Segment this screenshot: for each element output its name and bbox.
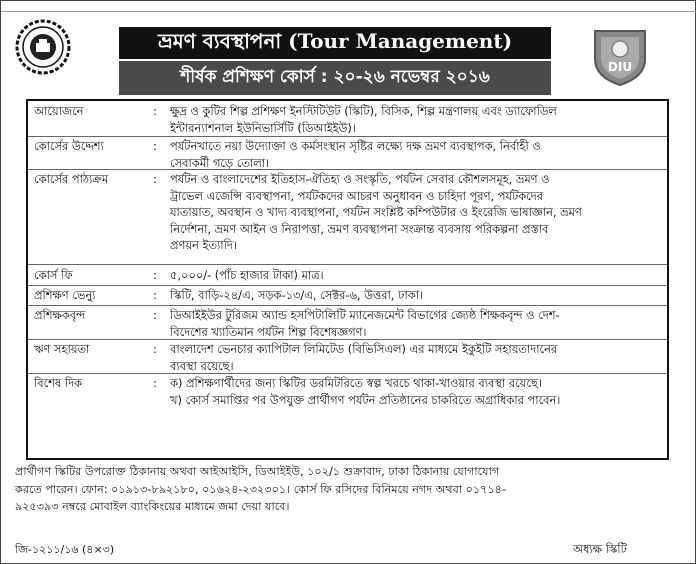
row-divider — [28, 339, 667, 340]
diu-logo-icon — [589, 25, 651, 87]
detail-value-line: ইন্টারন্যাশনাল ইউনিভার্সিটি (ডিআইইউ)। — [170, 120, 356, 135]
course-subtitle: শীর্ষক প্রশিক্ষণ কোর্স : ২০-২৬ নভেম্বর ২০১৬ — [119, 61, 551, 95]
detail-label: প্রশিক্ষণ ভেন্যু — [34, 288, 96, 302]
detail-label: আয়োজনে — [34, 104, 84, 118]
detail-colon: : — [153, 342, 157, 356]
detail-label: ঋণ সহায়তা — [34, 342, 90, 356]
row-divider — [28, 285, 667, 286]
sciti-logo-icon — [15, 19, 71, 75]
detail-value-line: ৫,০০০/- (পাঁচ হাজার টাকা) মাত্র। — [170, 268, 324, 282]
row-divider — [28, 136, 667, 137]
row-divider — [28, 264, 667, 265]
row-divider — [28, 169, 667, 170]
detail-value-line: ক) প্রশিক্ষণার্থীদের জন্য স্কিটির ডরমিটরিতে স্বল্প খরচে থাকা-খাওয়ার ব্যবস্থা রয়েছে। — [170, 376, 542, 390]
detail-value-line: ডিআইইউর টুরিজম অ্যান্ড হসপিটালিটি ম্যানেজমেন্ট বিভাগের জ্যেষ্ঠ শিক্ষকবৃন্দ ও দেশ- — [170, 308, 560, 322]
detail-value-line: ট্রাভেল এজেন্সি ব্যবস্থাপনা, পর্যটকদের আচরণ অনুধাবন ও চাহিদা পূরণ, পর্যটকদের — [170, 188, 543, 203]
detail-value-line: খ) কোর্স সমাপ্তির পর উপযুক্ত প্রার্থীগণ পর্যটন প্রতিষ্ঠানের চাকরিতে অগ্রাধিকার পাবেন। — [170, 392, 561, 407]
detail-value — [170, 287, 660, 304]
detail-colon: : — [153, 288, 157, 302]
detail-colon: : — [153, 376, 157, 390]
detail-label: বিশেষ দিক — [34, 376, 83, 390]
detail-value — [170, 171, 660, 254]
course-details-table — [26, 99, 669, 460]
detail-colon: : — [153, 104, 157, 118]
detail-colon: : — [153, 308, 157, 322]
detail-value-line: ক্ষুদ্র ও কুটির শিল্প প্রশিক্ষণ ইনস্টিটিউট (স্কিটি), বিসিক, শিল্প মন্ত্রণালয় এবং ড্যাফোডিল — [170, 104, 557, 118]
contact-info — [15, 463, 683, 516]
signature: অধ্যক্ষ স্কিটি — [573, 542, 627, 556]
row-divider — [28, 373, 667, 374]
detail-colon: : — [153, 139, 157, 153]
detail-value-line: যাতায়াত, অবস্থান ও খাদ্য ব্যবস্থাপনা, পর্যটন সংশ্লিষ্ট কম্পিউটার ও ইংরেজি ভাষাজ্ঞান, ভ্রমণ — [170, 205, 582, 219]
detail-value — [170, 307, 660, 340]
detail-colon: : — [153, 268, 157, 282]
detail-value-line: স্কিটি, বাড়ি-২৪/এ, সড়ক-১৩/এ, সেক্টর-৬, উত্তরা, ঢাকা। — [170, 288, 424, 302]
detail-value — [170, 341, 660, 374]
detail-label: কোর্সের পাঠ্যক্রম — [34, 172, 109, 186]
detail-value — [170, 138, 660, 171]
detail-value-line: বাংলাদেশ ভেনচার ক্যাপিটাল লিমিটেড (বিভিসিএল) এর মাধ্যমে ইকুইটি সহায়তাদানের — [170, 342, 558, 356]
reference-number: জি-১২১১/১৬ (৪×৩) — [15, 543, 115, 556]
course-title: ভ্রমণ ব্যবস্থাপনা (Tour Management) — [119, 27, 551, 59]
detail-label: প্রশিক্ষকবৃন্দ — [34, 308, 86, 322]
detail-value-line: পর্যটনখাতে নয়া উদ্যোক্তা ও কর্মসংস্থান সৃষ্টির লক্ষ্যে দক্ষ ভ্রমণ ব্যবস্থাপক, নির্বাহী ও — [170, 139, 541, 153]
detail-value-line: পর্যটন ও বাংলাদেশের ইতিহাস-ঐতিহ্য ও সংস্কৃতি, পর্যটন সেবার কৌশলসমূহ, ভ্রমণ ও — [170, 172, 550, 186]
top-divider — [1, 1, 696, 12]
detail-label: কোর্স ফি — [34, 268, 73, 282]
diu-logo-text: DIU — [607, 60, 633, 74]
contact-line: ৯২৫৩৯৩ নম্বরে মোবাইল ব্যাংকিংয়ের মাধ্যমে জমা দেয়া যাবে। — [15, 500, 290, 513]
contact-line: প্রার্থীগণ স্কিটির উপরোক্ত ঠিকানায় অথবা আইআইসি, ডিআইইউ, ১০২/১ শুক্রাবাদ, ঢাকা ঠিকানায় যোগাযোগ — [15, 465, 500, 478]
detail-value-line: সেবাকর্মী গড়ে তোলা। — [170, 155, 270, 170]
contact-line: করতে পারেন। ফোন: ০১৯১৩-৮৯২১৮০, ০১৬২৪-২৩২৩০১। কোর্স ফি রসিদের বিনিময়ে নগদ অথবা ০১৭১৪- — [15, 482, 506, 496]
detail-value-line: প্রণয়ন ইত্যাদি। — [170, 238, 237, 252]
detail-value — [170, 103, 660, 136]
detail-colon: : — [153, 172, 157, 186]
detail-value — [170, 375, 660, 408]
detail-value-line: ব্যবস্থা রয়েছে। — [170, 358, 234, 373]
row-divider — [28, 305, 667, 306]
detail-label: কোর্সের উদ্দেশ্য — [34, 139, 104, 153]
detail-value — [170, 267, 660, 284]
detail-value-line: বিদেশের খ্যাতিমান পর্যটন শিল্প বিশেষজ্ঞগণ। — [170, 324, 367, 339]
detail-value-line: নির্দেশনা, ভ্রমণ আইন ও নিরাপত্তা, ভ্রমণ ব্যবস্থাপনা সংক্রান্ত ব্যবসায় পরিকল্পনা প্রস্তাব — [170, 221, 549, 236]
